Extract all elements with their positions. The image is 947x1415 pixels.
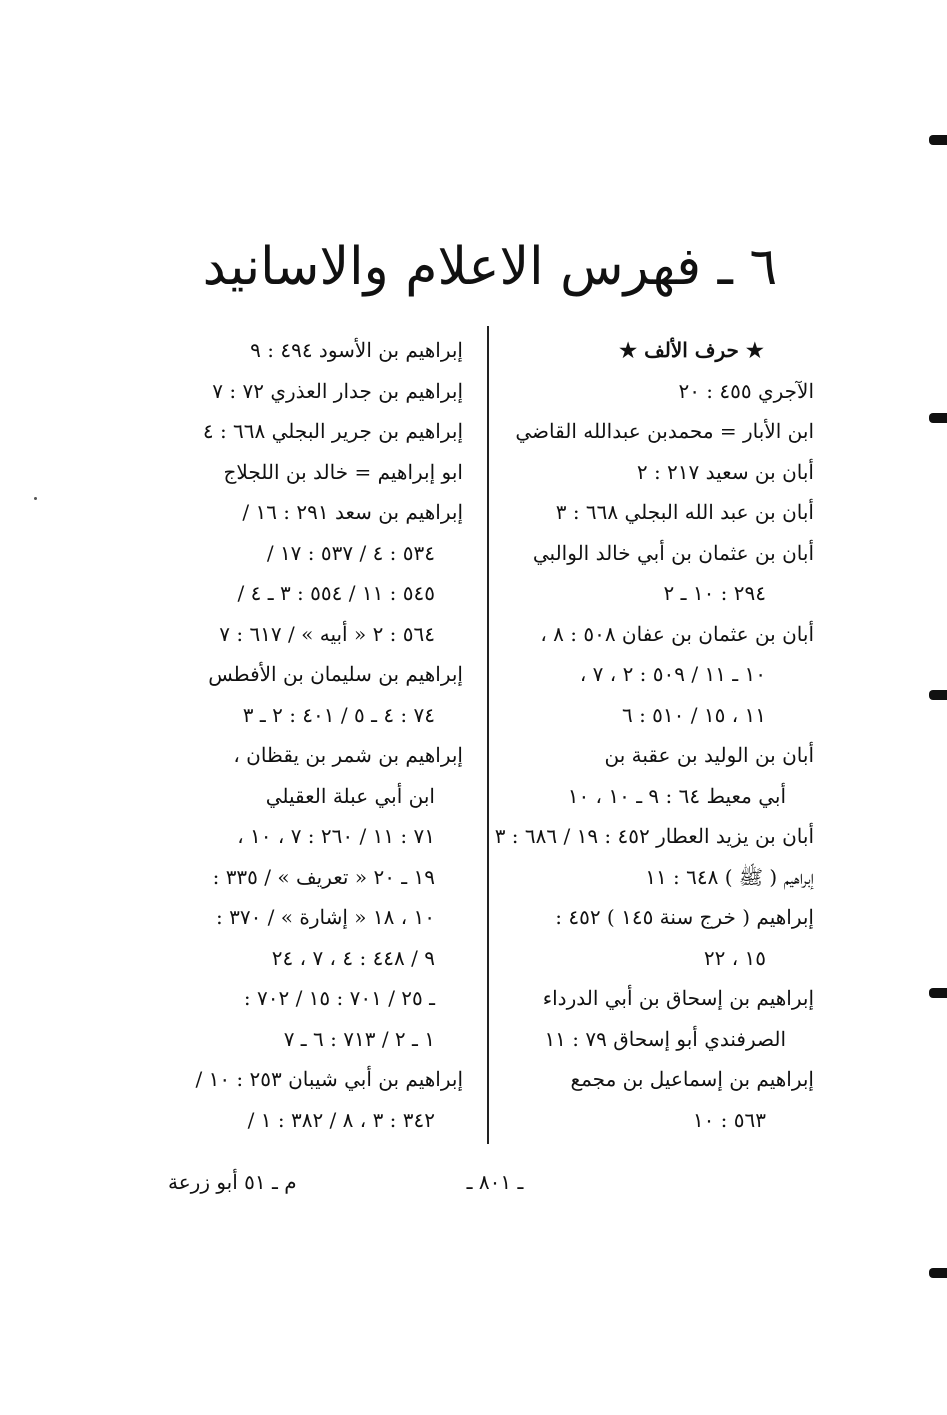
section-header: ★ حرف الألف ★ bbox=[619, 338, 764, 362]
index-entry-continuation: ٣٤٢ : ٣ ، ٨ / ٣٨٢ : ١ / bbox=[247, 1107, 435, 1132]
index-entry-continuation: ٢٩٤ : ١٠ ـ ٢ bbox=[663, 581, 766, 605]
index-entry: أبان بن عثمان بن عفان ٥٠٨ : ٨ ، bbox=[540, 621, 814, 646]
index-entry-continuation: ٥٦٣ : ١٠ bbox=[692, 1107, 766, 1132]
index-entry-continuation: ٧٤ : ٤ ـ ٥ / ٤٠١ : ٢ ـ ٣ bbox=[242, 702, 435, 727]
index-column-right bbox=[494, 330, 814, 1140]
index-entry-continuation: ٩ / ٤٤٨ : ٤ ، ٧ ، ٢٤ bbox=[271, 945, 435, 970]
index-entry-continuation: ٥٤٥ : ١١ / ٥٥٤ : ٣ ـ ٤ / bbox=[237, 581, 435, 605]
index-entry-continuation: ١ ـ ٢ / ٧١٣ : ٦ ـ ٧ bbox=[283, 1026, 435, 1051]
index-entry-continuation: ٧١ : ١١ / ٢٦٠ : ٧ ، ١٠ ، bbox=[237, 824, 435, 848]
index-entry: إبراهيم بن إسحاق بن أبي الدرداء bbox=[542, 986, 814, 1010]
index-column-left bbox=[158, 330, 463, 1140]
index-entry-continuation: أبي معيط ٦٤ : ٩ ـ ١٠ ، ١٠ bbox=[567, 783, 786, 808]
index-entry-continuation: ٥٣٤ : ٤ / ٥٣٧ : ١٧ / bbox=[266, 540, 435, 565]
index-entry-continuation: ٥٦٤ : ٢ « أبيه » / ٦١٧ : ٧ bbox=[219, 621, 435, 646]
index-entry: إبراهيم بن سليمان بن الأفطس bbox=[208, 662, 463, 686]
scan-speck bbox=[34, 497, 37, 500]
binding-mark bbox=[929, 135, 947, 145]
index-entry: إبراهيم بن الأسود ٤٩٤ : ٩ bbox=[250, 338, 463, 362]
index-entry: ابو إبراهيم = خالد بن اللجلاج bbox=[223, 459, 463, 484]
index-entry-continuation: ١١ ، ١٥ / ٥١٠ : ٦ bbox=[621, 702, 766, 727]
index-entry: إبراهيم بن جرير البجلي ٦٦٨ : ٤ bbox=[202, 419, 463, 443]
index-entry-continuation: الصرفندي أبو إسحاق ٧٩ : ١١ bbox=[544, 1026, 786, 1051]
index-entry: إبراهيم ( ﷺ ) ٦٤٨ : ١١ bbox=[645, 864, 814, 889]
index-entry: إبراهيم بن إسماعيل بن مجمع bbox=[570, 1067, 814, 1091]
page-number: ـ ٨٠١ ـ bbox=[466, 1170, 524, 1194]
index-entry: أبان بن عثمان بن أبي خالد الوالبي bbox=[532, 540, 814, 565]
binding-mark bbox=[929, 988, 947, 998]
index-entry: إبراهيم ( خرج سنة ١٤٥ ) ٤٥٢ : bbox=[555, 905, 814, 929]
index-entry: إبراهيم بن أبي شيبان ٢٥٣ : ١٠ / bbox=[195, 1067, 463, 1091]
binding-mark bbox=[929, 690, 947, 700]
index-entry: ابن الأبار = محمدبن عبدالله القاضي bbox=[515, 419, 814, 443]
index-entry: أبان بن سعيد ٢١٧ : ٢ bbox=[636, 459, 814, 484]
index-entry-continuation: ١٠ ، ١٨ « إشارة » / ٣٧٠ : bbox=[215, 905, 435, 929]
column-divider bbox=[487, 326, 489, 1144]
index-entry-continuation: ١٥ ، ٢٢ bbox=[703, 945, 766, 970]
page-title: ٦ ـ فهرس الاعلام والاسانيد bbox=[202, 237, 778, 297]
index-entry: إبراهيم بن جدار العذري ٧٢ : ٧ bbox=[212, 378, 463, 403]
binding-mark bbox=[929, 413, 947, 423]
binding-mark bbox=[929, 1268, 947, 1278]
index-entry-continuation: ١٠ ـ ١١ / ٥٠٩ : ٢ ، ٧ ، bbox=[579, 662, 766, 686]
signature-mark: م ـ ٥١ أبو زرعة bbox=[168, 1170, 297, 1194]
index-entry-continuation: ابن أبي عبلة العقيلي bbox=[265, 783, 435, 808]
index-entry: إبراهيم بن سعد ٢٩١ : ١٦ / bbox=[242, 500, 463, 524]
index-entry: أبان بن الوليد بن عقبة بن bbox=[604, 743, 814, 767]
index-entry: أبان بن يزيد العطار ٤٥٢ : ١٩ / ٦٨٦ : ٣ bbox=[494, 824, 814, 848]
index-entry-continuation: ١٩ ـ ٢٠ « تعريف » / ٣٣٥ : bbox=[212, 864, 435, 889]
index-entry-continuation: ـ ٢٥ / ٧٠١ : ١٥ / ٧٠٢ : bbox=[243, 986, 435, 1010]
index-entry: إبراهيم بن شمر بن يقظان ، bbox=[233, 743, 463, 767]
index-entry: الآجري ٤٥٥ : ٢٠ bbox=[678, 378, 814, 403]
index-entry: أبان بن عبد الله البجلي ٦٦٨ : ٣ bbox=[555, 500, 814, 524]
